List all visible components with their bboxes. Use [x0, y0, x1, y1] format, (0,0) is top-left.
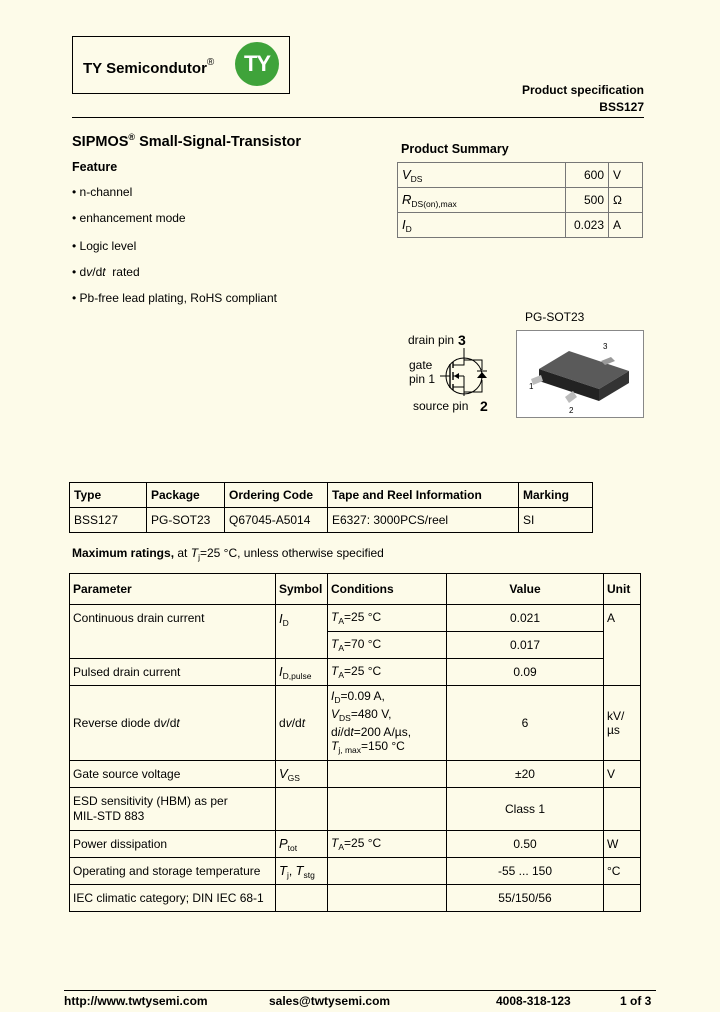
summary-table [397, 162, 643, 238]
feature-item: • enhancement mode [72, 211, 186, 225]
sot23-package-image [516, 330, 644, 418]
drain-pin-number: 3 [458, 332, 466, 348]
gate-pin-label: pin 1 [409, 372, 436, 386]
table-row: BSS127 PG-SOT23 Q67045-A5014 E6327: 3000PCS/reel SI [70, 508, 593, 533]
package-label: PG-SOT23 [525, 310, 585, 324]
footer-divider [64, 990, 656, 991]
table-row: ESD sensitivity (HBM) as per MIL-STD 883 Class 1 [70, 788, 641, 831]
table-row: Pulsed drain current $I_{D,pulse}$ $T_A=25$ °C 0.09 [70, 659, 641, 686]
summary-row: $V_{DS}$ 600 V [398, 163, 643, 188]
table-row: Gate source voltage $V_{GS}$ ±20 V [70, 761, 641, 788]
footer-phone: 4008-318-123 [496, 994, 571, 1008]
table-row: Power dissipation $P_{tot}$ $T_A=25$ °C 0.50 W [70, 831, 641, 858]
mosfet-schematic [402, 330, 502, 423]
header-divider [72, 117, 644, 118]
footer-website-link[interactable]: http://www.twtysemi.com [64, 994, 208, 1008]
spec-label: Product specification [521, 83, 644, 97]
footer-email-link[interactable]: sales@twtysemi.com [269, 994, 391, 1008]
gate-label: gate [409, 358, 433, 372]
max-ratings-heading: Maximum ratings, at $T_j=25$ °C, unless otherwise specified [72, 546, 384, 562]
table-row: $T_A=70$ °C 0.017 [70, 632, 641, 659]
summary-row: $I_D$ 0.023 A [398, 213, 643, 238]
table-row: IEC climatic category; DIN IEC 68-1 55/150/56 [70, 885, 641, 912]
company-name: TY Semicondutor® [83, 57, 215, 77]
part-number: BSS127 [599, 100, 644, 114]
page-number: 1 of 3 [620, 994, 652, 1008]
drain-label: drain pin [408, 333, 455, 347]
table-row: Operating and storage temperature $T_j$, $T_{stg}$ -55 ... 150 °C [70, 858, 641, 885]
table-row: Continuous drain current $I_D$ $T_A=25$ °C 0.021 A [70, 605, 641, 632]
summary-heading: Product Summary [401, 142, 509, 156]
feature-item: • Pb-free lead plating, RoHS compliant [72, 291, 277, 305]
feature-item: • n-channel [72, 185, 133, 199]
source-pin-number: 2 [480, 398, 488, 414]
pin-label: 2 [569, 406, 574, 415]
feature-heading: Feature [72, 160, 118, 174]
pin-label: 3 [603, 342, 608, 351]
summary-row: $R_{DS(on),max}$ 500 Ω [398, 188, 643, 213]
company-logo-box [72, 36, 290, 94]
table-header-row: Type Package Ordering Code Tape and Reel Information Marking [70, 483, 593, 508]
max-ratings-table [69, 573, 641, 912]
ordering-table [69, 482, 593, 533]
table-row: Reverse diode dv/dt dv/dt $I_D=0.09$ A, $V_{DS}=480$ V, di/dt=200 A/µs, $T_{j, max}=150$ °C 6 kV/µs [70, 686, 641, 761]
feature-item: • Logic level [72, 239, 137, 253]
page-title: SIPMOS® Small-Signal-Transistor [72, 132, 302, 150]
feature-item: • dv/dt rated [72, 265, 140, 279]
table-header-row: Parameter Symbol Conditions Value Unit [70, 574, 641, 605]
pin-label: 1 [529, 382, 534, 391]
ty-logo-icon: TY [235, 42, 279, 86]
source-label: source pin [413, 399, 469, 413]
